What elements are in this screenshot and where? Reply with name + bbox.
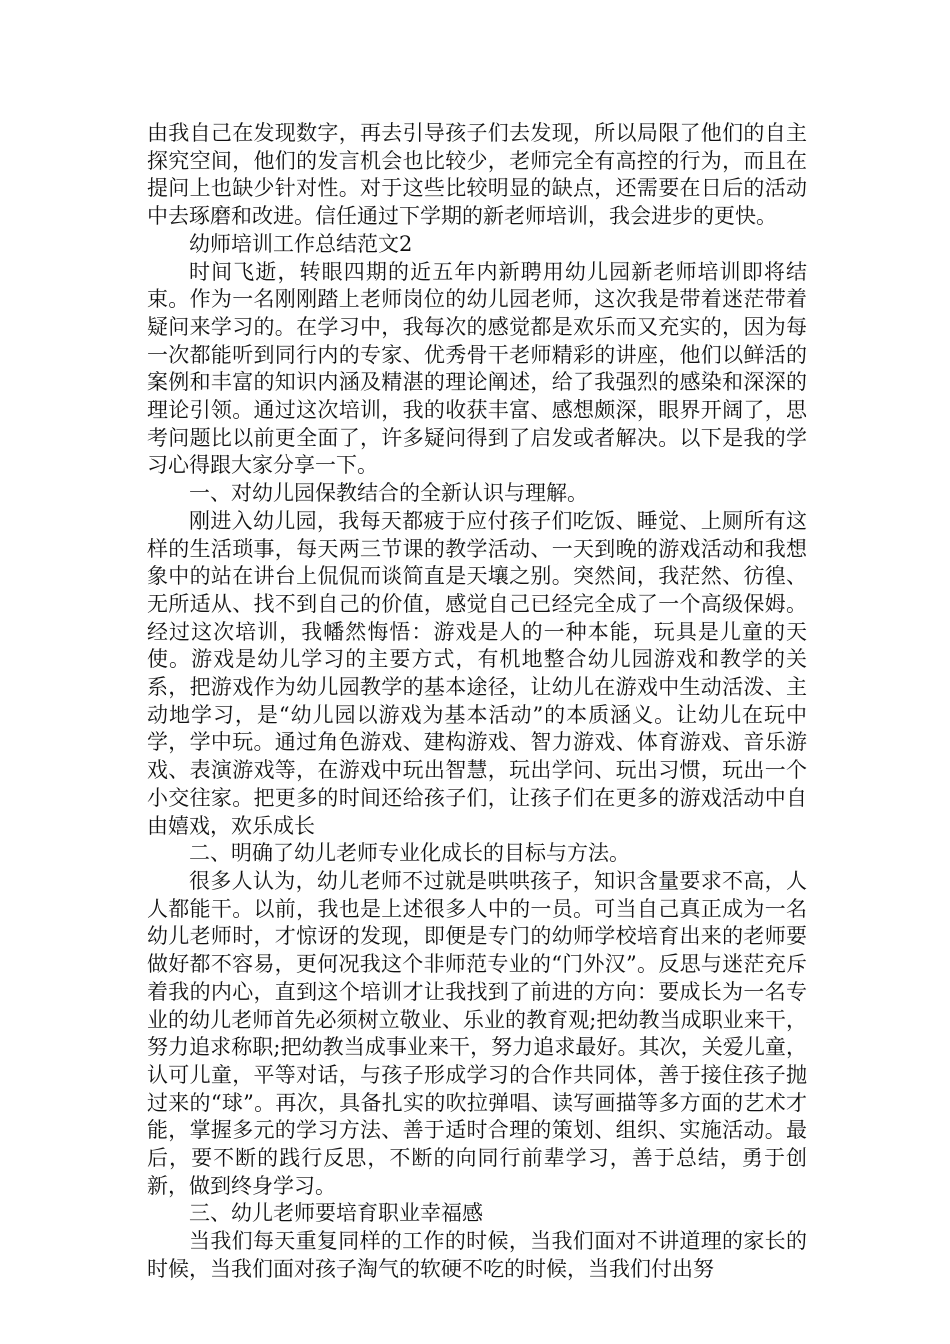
document-page [147, 120, 807, 1284]
section-heading-2: 二、明确了幼儿老师专业化成长的目标与方法。 [189, 841, 630, 866]
paragraph-section-3: 当我们每天重复同样的工作的时候，当我们面对不讲道理的家长的时候，当我们面对孩子淘气的软硬不吃的时候，当我们付出努 [147, 1229, 807, 1281]
article-title: 幼师培训工作总结范文2 [189, 231, 413, 256]
paragraph-intro: 时间飞逝，转眼四期的近五年内新聘用幼儿园新老师培训即将结束。作为一名刚刚踏上老师岗位的幼儿园老师，这次我是带着迷茫带着疑问来学习的。在学习中，我每次的感觉都是欢乐而又充实的，因为每一次都能听到同行内的专家、优秀骨干老师精彩的讲座，他们以鲜活的案例和丰富的知识内涵及精湛的理论阐述，给了我强烈的感染和深深的理论引领。通过这次培训，我的收获丰富、感想颇深，眼界开阔了，思考问题比以前更全面了，许多疑问得到了启发或者解决。以下是我的学习心得跟大家分享一下。 [147, 259, 807, 478]
paragraph-section-2: 很多人认为，幼儿老师不过就是哄哄孩子，知识含量要求不高，人人都能干。以前，我也是上述很多人中的一员。可当自己真正成为一名幼儿老师时，才惊讶的发现，即便是专门的幼师学校培育出来的老师要做好都不容易，更何况我这个非师范专业的“门外汉”。反思与迷茫充斥着我的内心，直到这个培训才让我找到了前进的方向：要成长为一名专业的幼儿老师首先必须树立敬业、乐业的教育观;把幼教当成职业来干，努力追求称职;把幼教当成事业来干，努力追求最好。其次，关爱儿童，认可儿童，平等对话，与孩子形成学习的合作共同体，善于接住孩子抛过来的“球”。再次，具备扎实的吹拉弹唱、读写画描等多方面的艺术才能，掌握多元的学习方法、善于适时合理的策划、组织、实施活动。最后，要不断的践行反思，不断的向同行前辈学习，善于总结，勇于创新，做到终身学习。 [147, 868, 807, 1198]
section-heading-1: 一、对幼儿园保教结合的全新认识与理解。 [189, 481, 588, 506]
section-heading-3: 三、幼儿老师要培育职业幸福感 [189, 1201, 483, 1226]
paragraph-section-1: 刚进入幼儿园，我每天都疲于应付孩子们吃饭、睡觉、上厕所有这样的生活琐事，每天两三节课的教学活动、一天到晚的游戏活动和我想象中的站在讲台上侃侃而谈简直是天壤之别。突然间，我茫然、彷徨、无所适从、找不到自己的价值，感觉自己已经完全成了一个高级保姆。经过这次培训，我幡然悔悟：游戏是人的一种本能，玩具是儿童的天使。游戏是幼儿学习的主要方式，有机地整合幼儿园游戏和教学的关系，把游戏作为幼儿园教学的基本途径，让幼儿在游戏中生动活泼、主动地学习，是“幼儿园以游戏为基本活动”的本质涵义。让幼儿在玩中学，学中玩。通过角色游戏、建构游戏、智力游戏、体育游戏、音乐游戏、表演游戏等，在游戏中玩出智慧，玩出学问、玩出习惯，玩出一个小交往家。把更多的时间还给孩子们，让孩子们在更多的游戏活动中自由嬉戏，欢乐成长 [147, 508, 807, 838]
paragraph-continuation: 由我自己在发现数字，再去引导孩子们去发现，所以局限了他们的自主探究空间，他们的发言机会也比较少，老师完全有高控的行为，而且在提问上也缺少针对性。对于这些比较明显的缺点，还需要在日后的活动中去琢磨和改进。信任通过下学期的新老师培训，我会进步的更快。 [147, 121, 807, 229]
